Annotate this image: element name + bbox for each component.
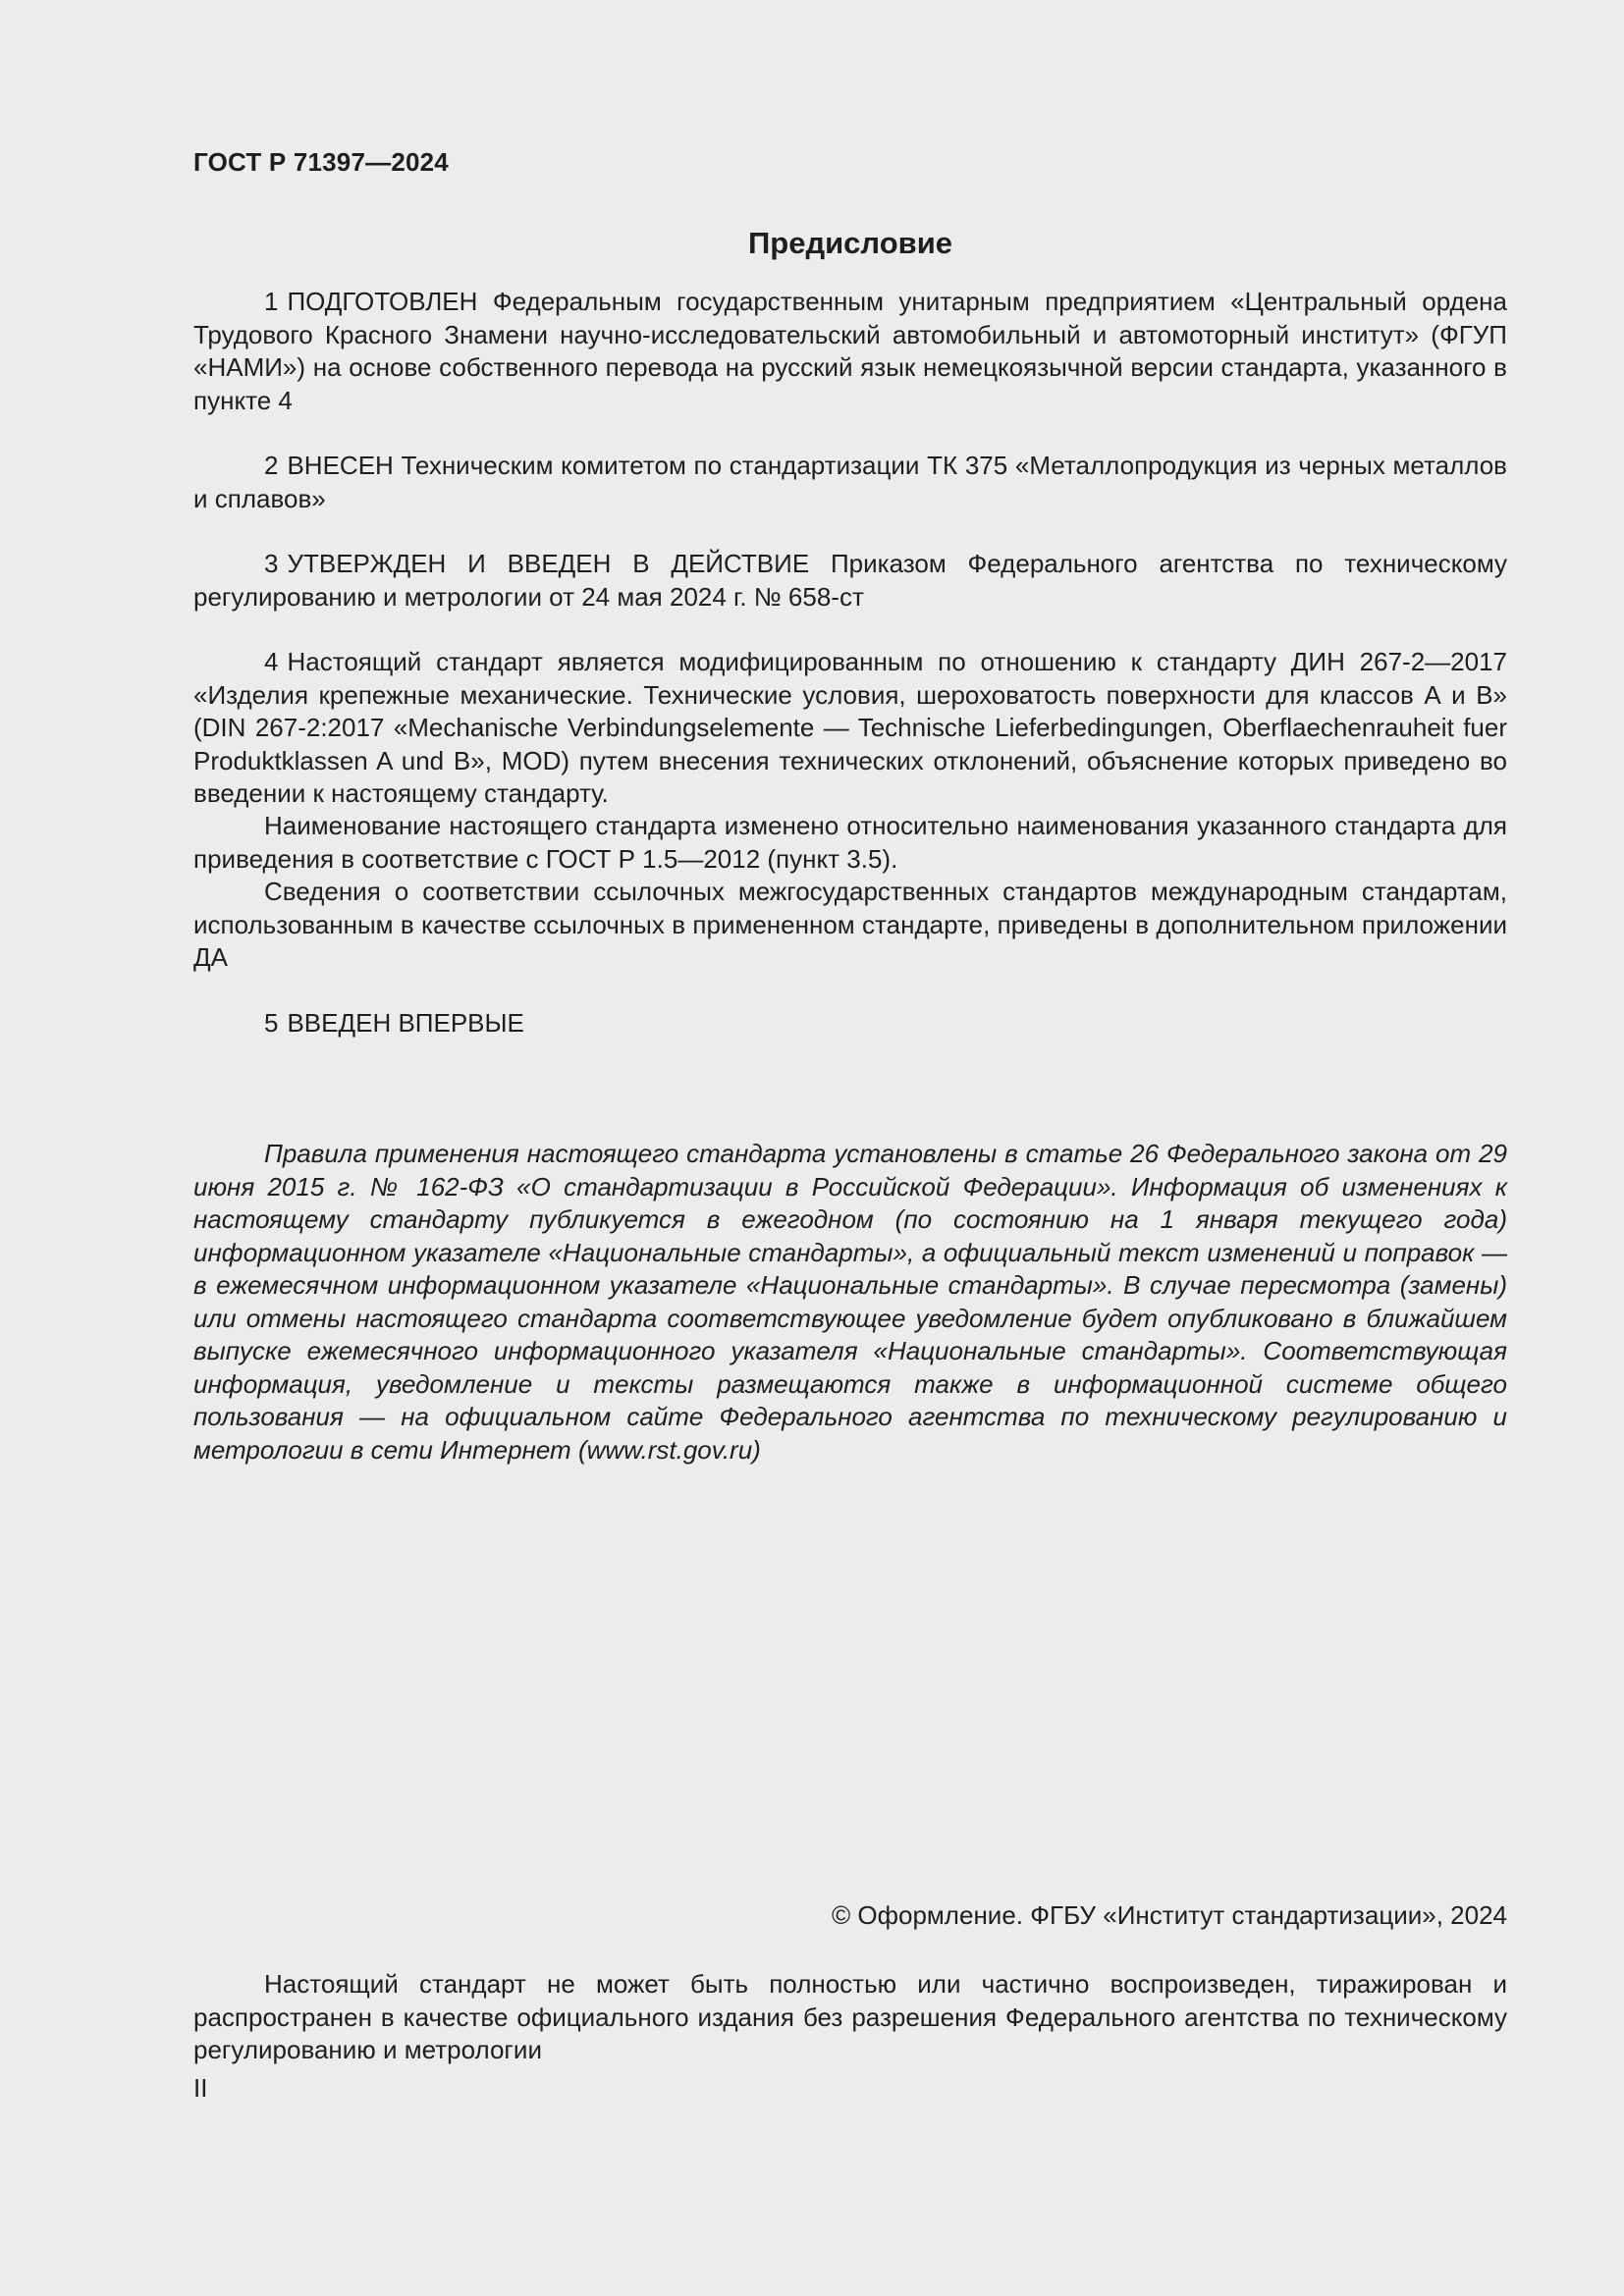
foreword-item-4-paragraph-2: Наименование настоящего стандарта изменено относительно наименования указанного стандарта для приведения в соответствие с ГОСТ Р 1.5—2012 (пункт 3.5).: [193, 811, 1507, 874]
foreword-item-2: [193, 450, 1507, 515]
reproduction-notice: Настоящий стандарт не может быть полностью или частично воспроизведен, тиражирован и распространен в качестве официального издания без разрешения Федерального агентства по техническому регулированию и метрологии: [193, 1969, 1507, 2064]
item-number: 1: [264, 287, 279, 316]
foreword-item-4: [193, 646, 1507, 811]
page-number: II: [193, 2073, 208, 2103]
item-number: 5: [264, 1008, 279, 1038]
item-text: УТВЕРЖДЕН И ВВЕДЕН В ДЕЙСТВИЕ Приказом Федерального агентства по техническому регулированию и метрологии от 24 мая 2024 г. № 658-ст: [193, 549, 1507, 612]
document-page: [193, 0, 1507, 2296]
foreword-item-3: [193, 548, 1507, 614]
foreword-item-1: [193, 286, 1507, 417]
item-number: 3: [264, 549, 279, 578]
page-title: Предисловие: [747, 226, 952, 260]
item-text: ВВЕДЕН ВПЕРВЫЕ: [287, 1008, 524, 1038]
item-number: 2: [264, 451, 279, 480]
foreword-item-5: [193, 1007, 1507, 1041]
item-text: ПОДГОТОВЛЕН Федеральным государственным унитарным предприятием «Центральный ордена Трудового Красного Знамени научно-исследовательский автомобильный и автомоторный институт» (ФГУП «НАМИ») на основе собственного перевода на русский язык немецкоязычной версии стандарта, указанного в пункте 4: [193, 287, 1507, 415]
item-text: Настоящий стандарт является модифицированным по отношению к стандарту ДИН 267-2—2017 «Изделия крепежные механические. Технические условия, шероховатость поверхности для классов А и В» (DIN 267-2:2017 «Mechanische Verbindungselemente — Technische Lieferbedingungen, Oberflaechenrauheit fuer Produktklassen A und B», MOD) путем внесения технических отклонений, объяснение которых приведено во введении к настоящему стандарту.: [193, 647, 1507, 808]
copyright-line: © Оформление. ФГБУ «Институт стандартизации», 2024: [832, 1900, 1507, 1930]
rules-notice: Правила применения настоящего стандарта установлены в статье 26 Федерального закона от 29 июня 2015 г. № 162-ФЗ «О стандартизации в Российской Федерации». Информация об изменениях к настоящему стандарту публикуется в ежегодном (по состоянию на 1 января текущего года) информационном указателе «Национальные стандарты», а официальный текст изменений и поправок — в ежемесячном информационном указателе «Национальные стандарты». В случае пересмотра (замены) или отмены настоящего стандарта соответствующее уведомление будет опубликовано в ближайшем выпуске ежемесячного информационного указателя «Национальные стандарты». Соответствующая информация, уведомление и тексты размещаются также в информационной системе общего пользования — на официальном сайте Федерального агентства по техническому регулированию и метрологии в сети Интернет (www.rst.gov.ru): [193, 1139, 1507, 1465]
item-number: 4: [264, 647, 279, 676]
foreword-item-4-paragraph-3: Сведения о соответствии ссылочных межгосударственных стандартов международным стандартам, использованным в качестве ссылочных в примененном стандарте, приведены в дополнительном приложении ДА: [193, 877, 1507, 972]
document-code: ГОСТ Р 71397—2024: [193, 147, 449, 177]
item-text: ВНЕСЕН Техническим комитетом по стандартизации ТК 375 «Металлопродукция из черных металлов и сплавов»: [193, 451, 1507, 513]
